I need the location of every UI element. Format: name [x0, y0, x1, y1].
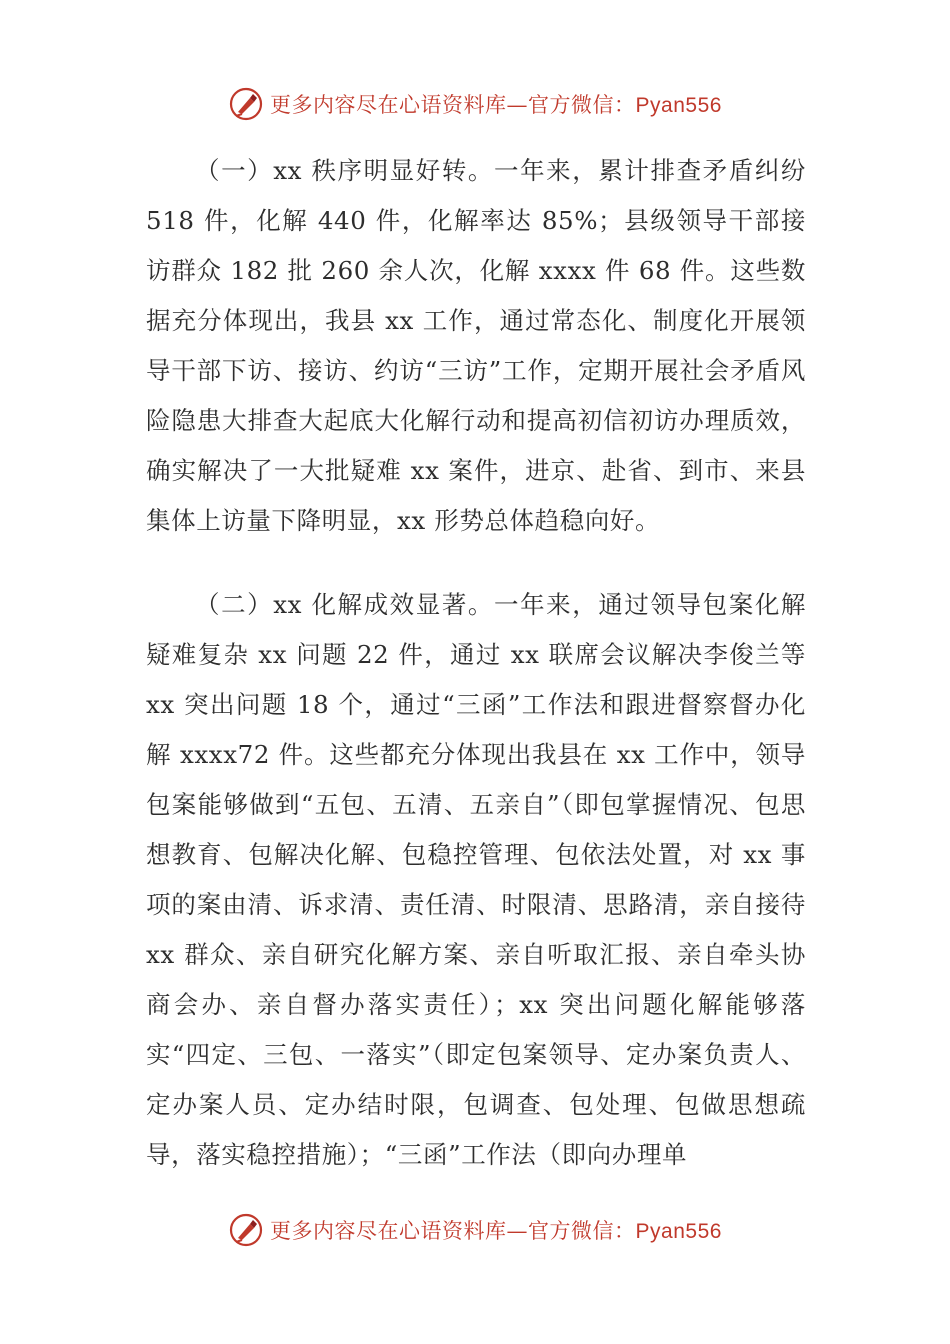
footer-site-text: 更多内容尽在心语资料库—官方微信：: [270, 1219, 636, 1243]
pen-nib-logo-icon: [228, 1212, 264, 1248]
header-wechat-id: Pyan556: [635, 94, 722, 117]
footer-watermark-banner: [0, 1208, 950, 1252]
header-site-text: 更多内容尽在心语资料库—官方微信：: [270, 93, 636, 117]
paragraph-1: （一）xx 秩序明显好转。一年来，累计排查矛盾纠纷 518 件，化解 440 件，化解率达 85%；县级领导干部接访群众 182 批 260 余人次，化解 xxxx 件 68 件。这些数据充分体现出，我县 xx 工作，通过常态化、制度化开展领导干部下访、接访、约访“三访”工作，定期开展社会矛盾风险隐患大排查大起底大化解行动和提高初信初访办理质效，确实解决了一大批疑难 xx 案件，进京、赴省、到市、来县集体上访量下降明显，xx 形势总体趋稳向好。: [146, 156, 806, 535]
document-body: [146, 146, 806, 1180]
paragraph-2: （二）xx 化解成效显著。一年来，通过领导包案化解疑难复杂 xx 问题 22 件，通过 xx 联席会议解决李俊兰等 xx 突出问题 18 个，通过“三函”工作法和跟进督察督办化解 xxxx72 件。这些都充分体现出我县在 xx 工作中，领导包案能够做到“五包、五清、五亲自”（即包掌握情况、包思想教育、包解决化解、包稳控管理、包依法处置，对 xx 事项的案由清、诉求清、责任清、时限清、思路清，亲自接待 xx 群众、亲自研究化解方案、亲自听取汇报、亲自牵头协商会办、亲自督办落实责任）；xx 突出问题化解能够落实“四定、三包、一落实”（即定包案领导、定办案负责人、定办案人员、定办结时限，包调查、包处理、包做思想疏导，落实稳控措施）；“三函”工作法（即向办理单: [146, 590, 806, 1169]
footer-banner-text: [270, 1215, 722, 1245]
header-watermark-banner: [0, 82, 950, 126]
header-banner-text: [270, 89, 722, 119]
pen-nib-logo-icon: [228, 86, 264, 122]
footer-wechat-id: Pyan556: [635, 1220, 722, 1243]
